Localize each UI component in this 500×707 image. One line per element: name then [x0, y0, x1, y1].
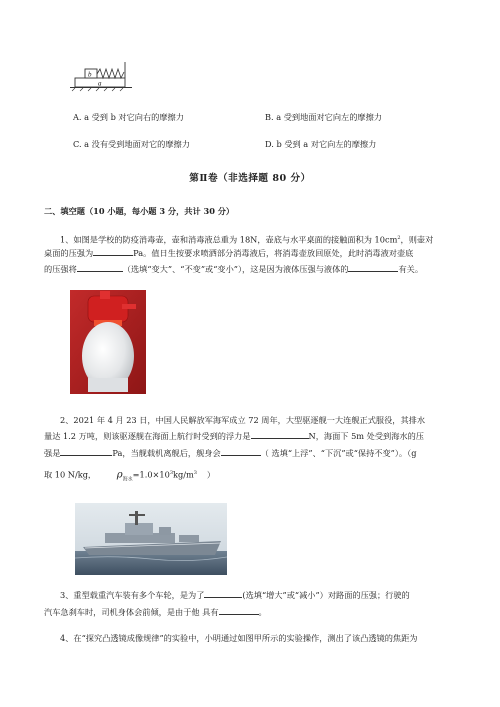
q2-l3-c: （ 选填“上浮”、“下沉”或“保持不变”）。（g [260, 448, 417, 458]
q2-l2-b: N，海面下 5m 处受到海水的压 [308, 431, 424, 441]
q1-blank-3[interactable] [348, 271, 398, 272]
block-spring-figure [70, 60, 140, 96]
q2-line1: 2、2021 年 4 月 23 日，中国人民解放军海军成立 72 周年，大型驱逐舰一大连舰正式服役，其排水 [60, 415, 426, 425]
q1-blank-2[interactable] [77, 271, 123, 272]
q3-line2 [44, 607, 267, 618]
q2-line2 [44, 431, 424, 442]
q1-line2 [44, 248, 413, 259]
q2-l2-a: 量达 1.2 万吨，则该驱逐舰在海面上航行时受到的浮力是 [44, 431, 251, 441]
q2-l3-a: 强是 [44, 448, 61, 458]
q2-l4-a: 取 10 N/kg， [44, 469, 97, 480]
option-b[interactable]: B. a 受到地面对它向左的摩擦力 [265, 112, 382, 122]
q2-sup1: 3 [169, 470, 173, 476]
q2-rho-sub: 海水 [122, 476, 133, 483]
q2-l4-c: kg/m [173, 469, 194, 480]
q2-l4-b: =1.0×10 [132, 469, 170, 480]
option-a[interactable]: A. a 受到 b 对它向右的摩擦力 [73, 112, 184, 122]
option-c[interactable]: C. a 没有受到地面对它的摩擦力 [73, 139, 190, 149]
q1-l2-a: 桌面的压强为 [44, 248, 94, 258]
q1-l3-b: （选填“变大”、“不变”或“变小”），这是因为液体压强与液体的 [122, 264, 349, 274]
q3-blank-2[interactable] [219, 614, 259, 615]
q2-rho: ρ [116, 469, 123, 481]
q1-l3-a: 的压强将 [44, 264, 77, 274]
block-b-label: b [88, 70, 92, 79]
q2-l4-d: ） [206, 469, 216, 480]
q1-l3-c: 有关。 [398, 264, 424, 274]
block-a-label: a [98, 79, 102, 88]
q2-l3-b: Pa，当舰载机离舰后，舰身会 [112, 448, 221, 458]
q2-line4 [44, 468, 215, 485]
part2-title: 第Ⅱ卷（非选择题 80 分） [189, 173, 311, 184]
q3-l1-b: (选填“增大”或“减小”）对路面的压强；行驶的 [242, 590, 410, 600]
q1-sup: 2 [397, 235, 401, 241]
option-d[interactable]: D. b 受到 a 对它向左的摩擦力 [265, 139, 377, 149]
warship-photo [75, 503, 227, 575]
q1-text-a: 1、如图是学校的防疫消毒壶，壶和消毒液总重为 18N，壶底与水平桌面的接触面积为 10cm [60, 234, 398, 245]
q2-blank-2[interactable] [60, 455, 112, 456]
q1-blank-1[interactable] [93, 255, 133, 256]
q3-blank-1[interactable] [204, 597, 242, 598]
q3-l2-a: 汽车急刹车时，司机身体会前倾，是由于他 具有 [44, 607, 219, 617]
spray-bottle-photo [70, 290, 146, 394]
q2-blank-3[interactable] [221, 455, 261, 456]
q3-l2-b: 。 [258, 607, 267, 617]
q3-line1 [60, 590, 410, 601]
q4-line1: 4、在“探究凸透镜成像规律”的实验中，小明通过如图甲所示的实验操作，测出了该凸透镜的焦距为 [60, 633, 418, 643]
q1-text-b: ，则壶对 [400, 234, 434, 245]
q1-line3 [44, 264, 423, 275]
q2-blank-1[interactable] [251, 438, 309, 439]
q2-line3 [44, 448, 416, 459]
q1-l2-b: Pa。值日生按要求喷洒部分消毒液后，将消毒壶放回原处，此时消毒液对壶底 [133, 248, 414, 258]
q3-l1-a: 3、重型载重汽车装有多个车轮，是为了 [60, 590, 205, 600]
q2-sup2: 3 [193, 470, 197, 476]
section2-heading: 二、填空题（10 小题，每小题 3 分，共计 30 分） [44, 206, 235, 216]
q1-line1 [60, 233, 433, 246]
